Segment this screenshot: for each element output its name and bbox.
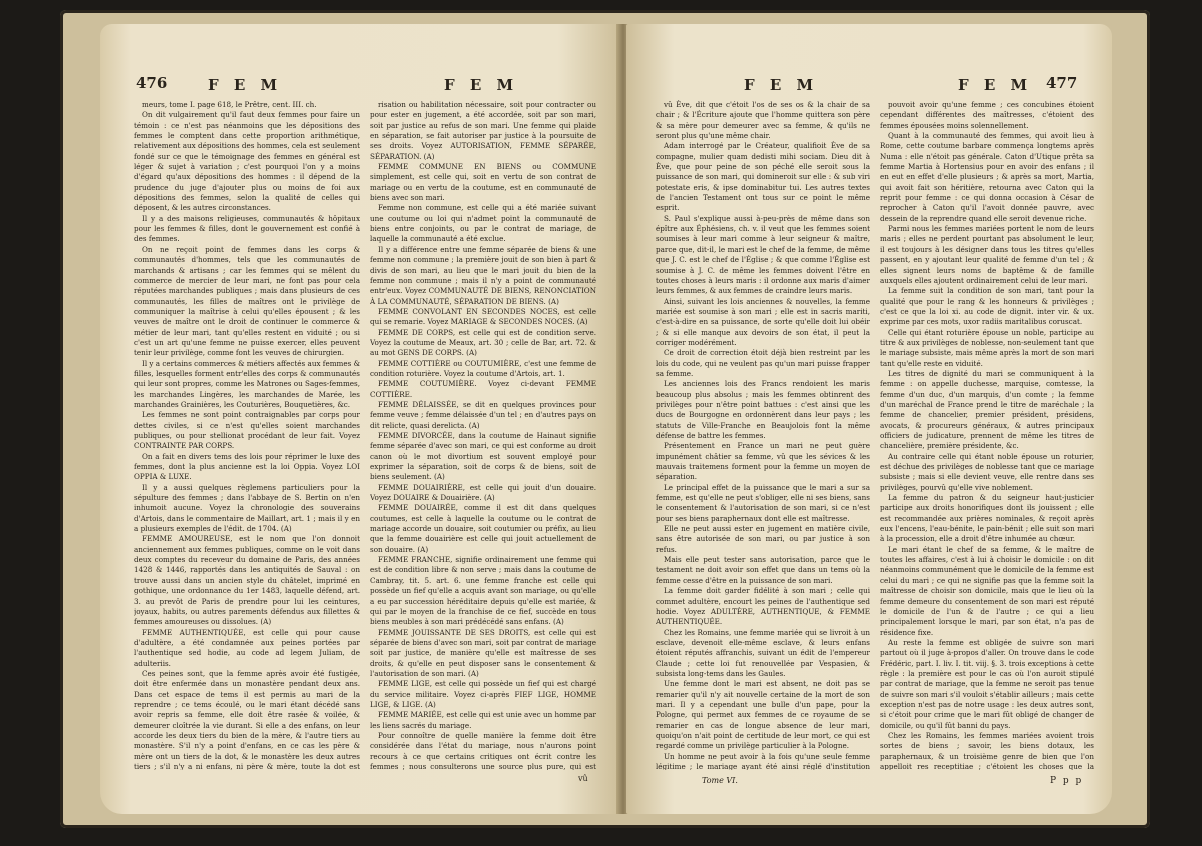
paragraph: vû Ève, dit que c'étoit l'os de ses os & la chair de sa chair ; & l'Écriture ajoute que l'homme quittera son père & sa mère pour demeurer avec sa femme, & qu'ils ne seront plus qu'une même chair. (656, 100, 870, 141)
right-page-column-1 (656, 100, 870, 770)
paragraph: La femme du patron & du seigneur haut-justicier participe aux droits honorifiques dont ils jouissent ; elle est recommandée aux prières nominales, & reçoit après eux l'encens, l'eau-bénite, le pain-bénit ; elle suit son mari à la procession, elle a droit d'être inhumée au chœur. (880, 493, 1094, 544)
paragraph: Parmi nous les femmes mariées portent le nom de leurs maris ; elles ne perdent pourtant pas absolument le leur, il est toujours à les désigner dans tous les titres qu'elles passent, en y ajoutant leur qualité de femme d'un tel ; & elles signent leurs noms de baptême & de famille auxquels elles ajoutent ordinairement celui de leur mari. (880, 224, 1094, 285)
paragraph: pouvoit avoir qu'une femme ; ces concubines étoient cependant différentes des maîtresses, c'étoient des femmes épousées moins solennellement. (880, 100, 1094, 130)
paragraph: Un homme ne peut avoir à la fois qu'une seule femme légitime ; le mariage ayant été ainsi réglé d'institution (656, 751, 870, 770)
paragraph: FEMME DOUAIRIÈRE, est celle qui jouit d'un douaire. Voyez DOUAIRE & Douairière. (A) (370, 482, 596, 503)
running-head-left: F E M (208, 76, 283, 94)
paragraph: Les titres de dignité du mari se communiquent à la femme : on appelle duchesse, marquise, comtesse, la femme d'un duc, d'un marquis, d'un comte ; la femme d'un maréchal de France prend le titre de maréchale ; la femme de chancelier, premier président, présidens, avocats, & procureurs généraux, & autres principaux officiers de judicature, prennent de même les titres de chancelière, première présidente, &c. (880, 368, 1094, 451)
paragraph: Ces peines sont, que la femme après avoir été fustigée, doit être enfermée dans un monastère pendant deux ans. Dans cet espace de tems il est permis au mari de la reprendre ; ce tems écoulé, ou le mari étant décédé sans avoir repris sa femme, elle doit être rasée & voilée, & demeurer cloîtrée la vie durant. Si elle a des enfans, on leur accorde les deux tiers du bien de la mère, & l'autre tiers au monastère. S'il n'y a point d'enfans, en ce cas les père & mère ont un tiers de la dot, & le monastère les deux autres tiers ; s'il n'y a ni enfans, ni père & mère, toute la dot est (134, 668, 360, 770)
paragraph: Les femmes ne sont point contraignables par corps pour dettes civiles, si ce n'est qu'elles soient marchandes publiques, ou pour stellionat procédant de leur fait. Voyez CONTRAINTE PAR CORPS. (134, 410, 360, 451)
paragraph: Femme non commune, est celle qui a été mariée suivant une coutume ou loi qui n'admet point la communauté de biens entre conjoints, ou par le contrat de mariage, de laquelle la communauté a été exclue. (370, 203, 596, 244)
paragraph: Adam interrogé par le Créateur, qualifioit Ève de sa compagne, mulier quam dedisti mihi sociam. Dieu dit à Ève, que pour peine de son péché elle seroit sous la puissance de son mari, qui domineroit sur elle : & sub viri potestate eris, & ipse dominabitur tui. Les autres textes de l'ancien Testament ont tous sur ce point le même esprit. (656, 141, 870, 213)
paragraph: FEMME COUTUMIÈRE. Voyez ci-devant FEMME COTTIÈRE. (370, 379, 596, 399)
paragraph: Le mari étant le chef de sa femme, & le maître de toutes les affaires, c'est à lui à choisir le domicile : on dit néanmoins communément que le domicile de la femme est celui du mari ; ce qui ne signifie pas que la femme soit la maîtresse de choisir son domicile, mais que le lieu où la femme demeure du consentement de son mari est réputé le domicile de l'un & de l'autre ; ce qui a lieu principalement lorsque le mari, par son état, n'a pas de résidence fixe. (880, 544, 1094, 637)
paragraph: S. Paul s'explique aussi à-peu-près de même dans son épître aux Éphésiens, ch. v. il veut que les femmes soient soumises à leur mari comme à leur seigneur & maître, parce que, dit-il, le mari est le chef de la femme, de même que J. C. est le chef de l'Église ; & que comme l'Église est soumise à J. C. de même les femmes doivent l'être en toutes choses à leurs maris : il ordonne aux maris d'aimer leurs femmes, & aux femmes de craindre leurs maris. (656, 213, 870, 296)
paragraph: FEMME AUTHENTIQUÉE, est celle qui pour cause d'adultère, a été condamnée aux peines portées par l'authentique sed hodie, au code ad legem Juliam, de adulteriis. (134, 627, 360, 668)
paragraph: FEMME JOUISSANTE DE SES DROITS, est celle qui est séparée de biens d'avec son mari, soit par contrat de mariage soit par justice, de manière qu'elle est maîtresse de ses droits, & qu'elle en peut disposer sans le consentement & l'autorisation de son mari. (A) (370, 627, 596, 678)
paragraph: On dit vulgairement qu'il faut deux femmes pour faire un témoin : ce n'est pas néanmoins que les dépositions des femmes le comptent dans cette proportion arithmétique, relativement aux dépositions des hommes, cela est seulement fondé sur ce que le témoignage des femmes en général est léger & sujet à variation ; c'est pourquoi l'on y a moins d'égard qu'aux dépositions des hommes : il dépend de la prudence du juge d'ajouter plus ou moins de foi aux dépositions des femmes, selon la qualité de celles qui déposent, & les autres circonstances. (134, 110, 360, 213)
paragraph: La femme doit garder fidélité à son mari ; celle qui commet adultère, encourt les peines de l'authentique sed hodie. Voyez ADULTÈRE, AUTHENTIQUE, & FEMME AUTHENTIQUÉE. (656, 586, 870, 627)
signature-mark: P p p (1050, 776, 1084, 786)
running-head-left-2: F E M (444, 76, 519, 94)
paragraph: FEMME DOUAIRÉE, comme il est dit dans quelques coutumes, est celle à laquelle la coutume ou le contrat de mariage accorde un douaire, soit coutumier ou préfix, au lieu que la femme douairière est celle qui jouit actuellement de son douaire. (A) (370, 503, 596, 554)
paragraph: Chez les Romains, une femme mariée qui se livroit à un esclave, devenoit elle-même esclave, & leurs enfans étoient réputés affranchis, suivant un édit de l'empereur Claude ; cette loi fut renouvellée par Vespasien, & subsista long-tems dans les Gaules. (656, 627, 870, 678)
paragraph: Une femme dont le mari est absent, ne doit pas se remarier qu'il n'y ait nouvelle certaine de la mort de son mari. Il y a cependant une bulle d'un pape, pour la Pologne, qui permet aux femmes de ce royaume de se remarier en cas de longue absence de leur mari, quoiqu'on n'ait point de certitude de leur mort, ce qui est regardé comme un privilège particulier à la Pologne. (656, 679, 870, 751)
paragraph: Pour connoître de quelle manière la femme doit être considérée dans l'état du mariage, nous n'aurons point recours à ce que certains critiques ont écrit contre les femmes ; nous consulterons une source plus pure, qui est (370, 730, 596, 770)
paragraph: FEMME AMOUREUSE, est le nom que l'on donnoit anciennement aux femmes publiques, comme on le voit dans deux comptes du receveur du domaine de Paris, des années 1428 & 1446, rapportés dans les antiquités de Sauval : on trouve aussi dans un ancien style du châtelet, imprimé en gothique, une ordonnance du 1er 1483, laquelle défend, art. 3. au prevôt de Paris de prendre pour lui les ceintures, joyaux, habits, ou autres parements défendus aux fillettes & femmes amoureuses ou dissolues. (A) (134, 534, 360, 627)
paragraph: Au reste la femme est obligée de suivre son mari partout où il juge à-propos d'aller. On trouve dans le code Frédéric, part. I. liv. I. tit. viij. §. 3. trois exceptions à cette règle : la première est pour le cas où l'on auroit stipulé par contrat de mariage, que la femme ne seroit pas tenue de suivre son mari s'il vouloit s'établir ailleurs ; mais cette exception n'est pas de notre usage : les deux autres sont, si c'étoit pour crime que le mari fût obligé de changer de domicile, ou qu'il fût banni du pays. (880, 637, 1094, 730)
running-head-right: F E M (744, 76, 819, 94)
paragraph: Celle qui étant roturière épouse un noble, participe au titre & aux privilèges de noblesse, non-seulement tant que le mariage subsiste, mais même après la mort de son mari tant qu'elle reste en viduité. (880, 327, 1094, 368)
volume-footer: Tome VI. (702, 776, 738, 785)
paragraph: FEMME CONVOLANT EN SECONDES NOCES, est celle qui se remarie. Voyez MARIAGE & SECONDES NOCES. (A) (370, 306, 596, 327)
paragraph: Les anciennes lois des Francs rendoient les maris beaucoup plus absolus ; mais les femmes obtinrent des privilèges pour n'être point battues : c'est ainsi que les ducs de Bourgogne en ordonnèrent dans leur pays ; les statuts de Ville-Franche en Beaujolois font la même défense de battre les femmes. (656, 379, 870, 440)
left-page (100, 24, 620, 814)
paragraph: FEMME COMMUNE EN BIENS ou COMMUNE simplement, est celle qui, soit en vertu de son contrat de mariage ou en vertu de la coutume, est en communauté de biens avec son mari. (370, 162, 596, 203)
left-page-column-1 (134, 100, 360, 770)
paragraph: FEMME FRANCHE, signifie ordinairement une femme qui est de condition libre & non serve ; mais dans la coutume de Cambray, tit. 5. art. 6. une femme franche est celle qui possède un fief qu'elle a acquis avant son mariage, ou qu'elle a eu par succession héréditaire depuis qu'elle est mariée, & qui par le moyen de la franchise de ce fief, succède en tous biens meubles à son mari prédécédé sans enfans. (A) (370, 555, 596, 627)
running-head-right-2: F E M (958, 76, 1033, 94)
paragraph: FEMME DE CORPS, est celle qui est de condition serve. Voyez la coutume de Meaux, art. 30 ; celle de Bar, art. 72. & au mot GENS DE CORPS. (A) (370, 327, 596, 358)
paragraph: risation ou habilitation nécessaire, soit pour contracter ou pour ester en jugement, a été accordée, soit par son mari, soit par justice au refus de son mari. Une femme qui plaide en séparation, se fait autoriser par justice à la poursuite de ses droits. Voyez AUTORISATION, FEMME SÉPARÉE, SÉPARATION. (A) (370, 100, 596, 161)
catchword: vû (578, 774, 588, 783)
right-page-column-2 (880, 100, 1094, 770)
paragraph: On a fait en divers tems des lois pour réprimer le luxe des femmes, dont la plus ancienne est la loi Oppia. Voyez LOI OPPIA & LUXE. (134, 451, 360, 482)
paragraph: Il y a aussi quelques règlemens particuliers pour la sépulture des femmes ; dans l'abbaye de S. Bertin on n'en inhumoit aucune. Voyez la chronologie des souverains d'Artois, dans le commentaire de Maillart, art. 1 ; mais il y en a plusieurs exemples de l'édit. de 1704. (A) (134, 482, 360, 534)
right-page (626, 24, 1112, 814)
paragraph: Ainsi, suivant les lois anciennes & nouvelles, la femme mariée est soumise à son mari ; elle est in sacris mariti, c'est-à-dire en sa puissance, de sorte qu'elle doit lui obéir ; & si elle manque aux devoirs de son état, il peut la corriger modérément. (656, 296, 870, 347)
paragraph: Il y a différence entre une femme séparée de biens & une femme non commune ; la première jouit de son bien à part & divis de son mari, au lieu que le mari jouit du bien de la femme non commune ; mais il n'y a point de communauté entr'eux. Voyez COMMUNAUTÉ DE BIENS, RENONCIATION À LA COMMUNAUTÉ, SÉPARATION DE BIENS. (A) (370, 244, 596, 306)
page-number-left: 476 (136, 74, 168, 92)
paragraph: La femme suit la condition de son mari, tant pour la qualité que pour le rang & les honneurs & privilèges ; c'est ce que la loi xi. au code de dignit. inter vir. & ux. exprime par ces mots, uxor radiis maritalibus coruscat. (880, 286, 1094, 327)
paragraph: Il y a des maisons religieuses, communautés & hôpitaux pour les femmes & filles, dont le gouvernement est confié à des femmes. (134, 213, 360, 244)
left-page-column-2 (370, 100, 596, 770)
paragraph: Elle ne peut aussi ester en jugement en matière civile, sans être autorisée de son mari, ou par justice à son refus. (656, 524, 870, 554)
book (60, 10, 1150, 828)
paragraph: FEMME COTTIÈRE ou COUTUMIÈRE, c'est une femme de condition roturière. Voyez la coutume d'Artois, art. 1. (370, 358, 596, 378)
paragraph: Il y a certains commerces & métiers affectés aux femmes & filles, lesquelles forment entr'elles des corps & communautés qui leur sont propres, comme les Matrones ou Sages-femmes, les marchandes Lingères, les marchandes de Marée, les marchandes Grainières, les Couturières, Bouquetières, &c. (134, 358, 360, 409)
page-number-right: 477 (1046, 74, 1078, 92)
paragraph: Présentement en France un mari ne peut guère impunément châtier sa femme, vû que les sévices & les mauvais traitemens forment pour la femme un moyen de séparation. (656, 441, 870, 482)
paragraph: FEMME DIVORCÉE, dans la coutume de Hainaut signifie femme séparée d'avec son mari, ce qui est conforme au droit canon où le mot divortium est souvent employé pour exprimer la séparation, soit de corps & de biens, soit de biens seulement. (A) (370, 431, 596, 482)
paragraph: Au contraire celle qui étant noble épouse un roturier, est déchue des privilèges de noblesse tant que ce mariage subsiste ; mais si elle devient veuve, elle rentre dans ses privilèges, pourvû qu'elle vive noblement. (880, 451, 1094, 492)
paragraph: Le principal effet de la puissance que le mari a sur sa femme, est qu'elle ne peut s'obliger, elle ni ses biens, sans le consentement & l'autorisation de son mari, si ce n'est pour ses biens paraphernaux dont elle est maîtresse. (656, 482, 870, 523)
paragraph: On ne reçoit point de femmes dans les corps & communautés d'hommes, tels que les communautés de marchands & artisans ; car les femmes qui se mêlent du commerce de mercier de leur mari, ne font pas pour cela réputées marchandes publiques ; mais dans plusieurs de ces communautés, les filles de maîtres ont le privilège de communiquer la maîtrise à celui qu'elles épousent ; & les veuves de maître ont le droit de continuer le commerce & métier de leur mari, tant qu'elles restent en viduité ; ou si c'est un art qu'une femme ne puisse exercer, elles peuvent tenir leur privilège, comme font les veuves de chirurgien. (134, 244, 360, 358)
paragraph: meurs, tome I. page 618, le Prêtre, cent. III. ch. (142, 100, 317, 109)
paragraph: Chez les Romains, les femmes mariées avoient trois sortes de biens ; savoir, les biens dotaux, les paraphernaux, & un troisième genre de bien que l'on appelloit res receptitiae ; c'étoient les choses que la (880, 730, 1094, 770)
paragraph: Quant à la communauté des femmes, qui avoit lieu à Rome, cette coutume barbare commença longtems après Numa : elle n'étoit pas générale. Caton d'Utique prêta sa femme Martia à Hortensius pour en avoir des enfans ; il en eut en effet d'elle plusieurs ; & après sa mort, Martia, qui avoit fait son héritière, retourna avec Caton qui la reprit pour femme : ce qui donna occasion à César de reprocher à Caton qu'il l'avoit donnée pauvre, avec dessein de la reprendre quand elle seroit devenue riche. (880, 131, 1094, 223)
paragraph: FEMME MARIÉE, est celle qui est unie avec un homme par les liens sacrés du mariage. (370, 710, 596, 730)
paragraph: FEMME DÉLAISSÉE, se dit en quelques provinces pour femme veuve ; femme délaissée d'un tel ; en d'autres pays on dit relicte, quasi derelicta. (A) (370, 399, 596, 430)
paragraph: Mais elle peut tester sans autorisation, parce que le testament ne doit avoir son effet que dans un tems où la femme cesse d'être en la puissance de son mari. (656, 555, 870, 585)
paragraph: FEMME LIGE, est celle qui possède un fief qui est chargé du service militaire. Voyez ci-après FIEF LIGE, HOMME LIGE, & LIGE. (A) (370, 679, 596, 709)
paragraph: Ce droit de correction étoit déjà bien restreint par les lois du code, qui ne veulent pas qu'un mari puisse frapper sa femme. (656, 348, 870, 378)
